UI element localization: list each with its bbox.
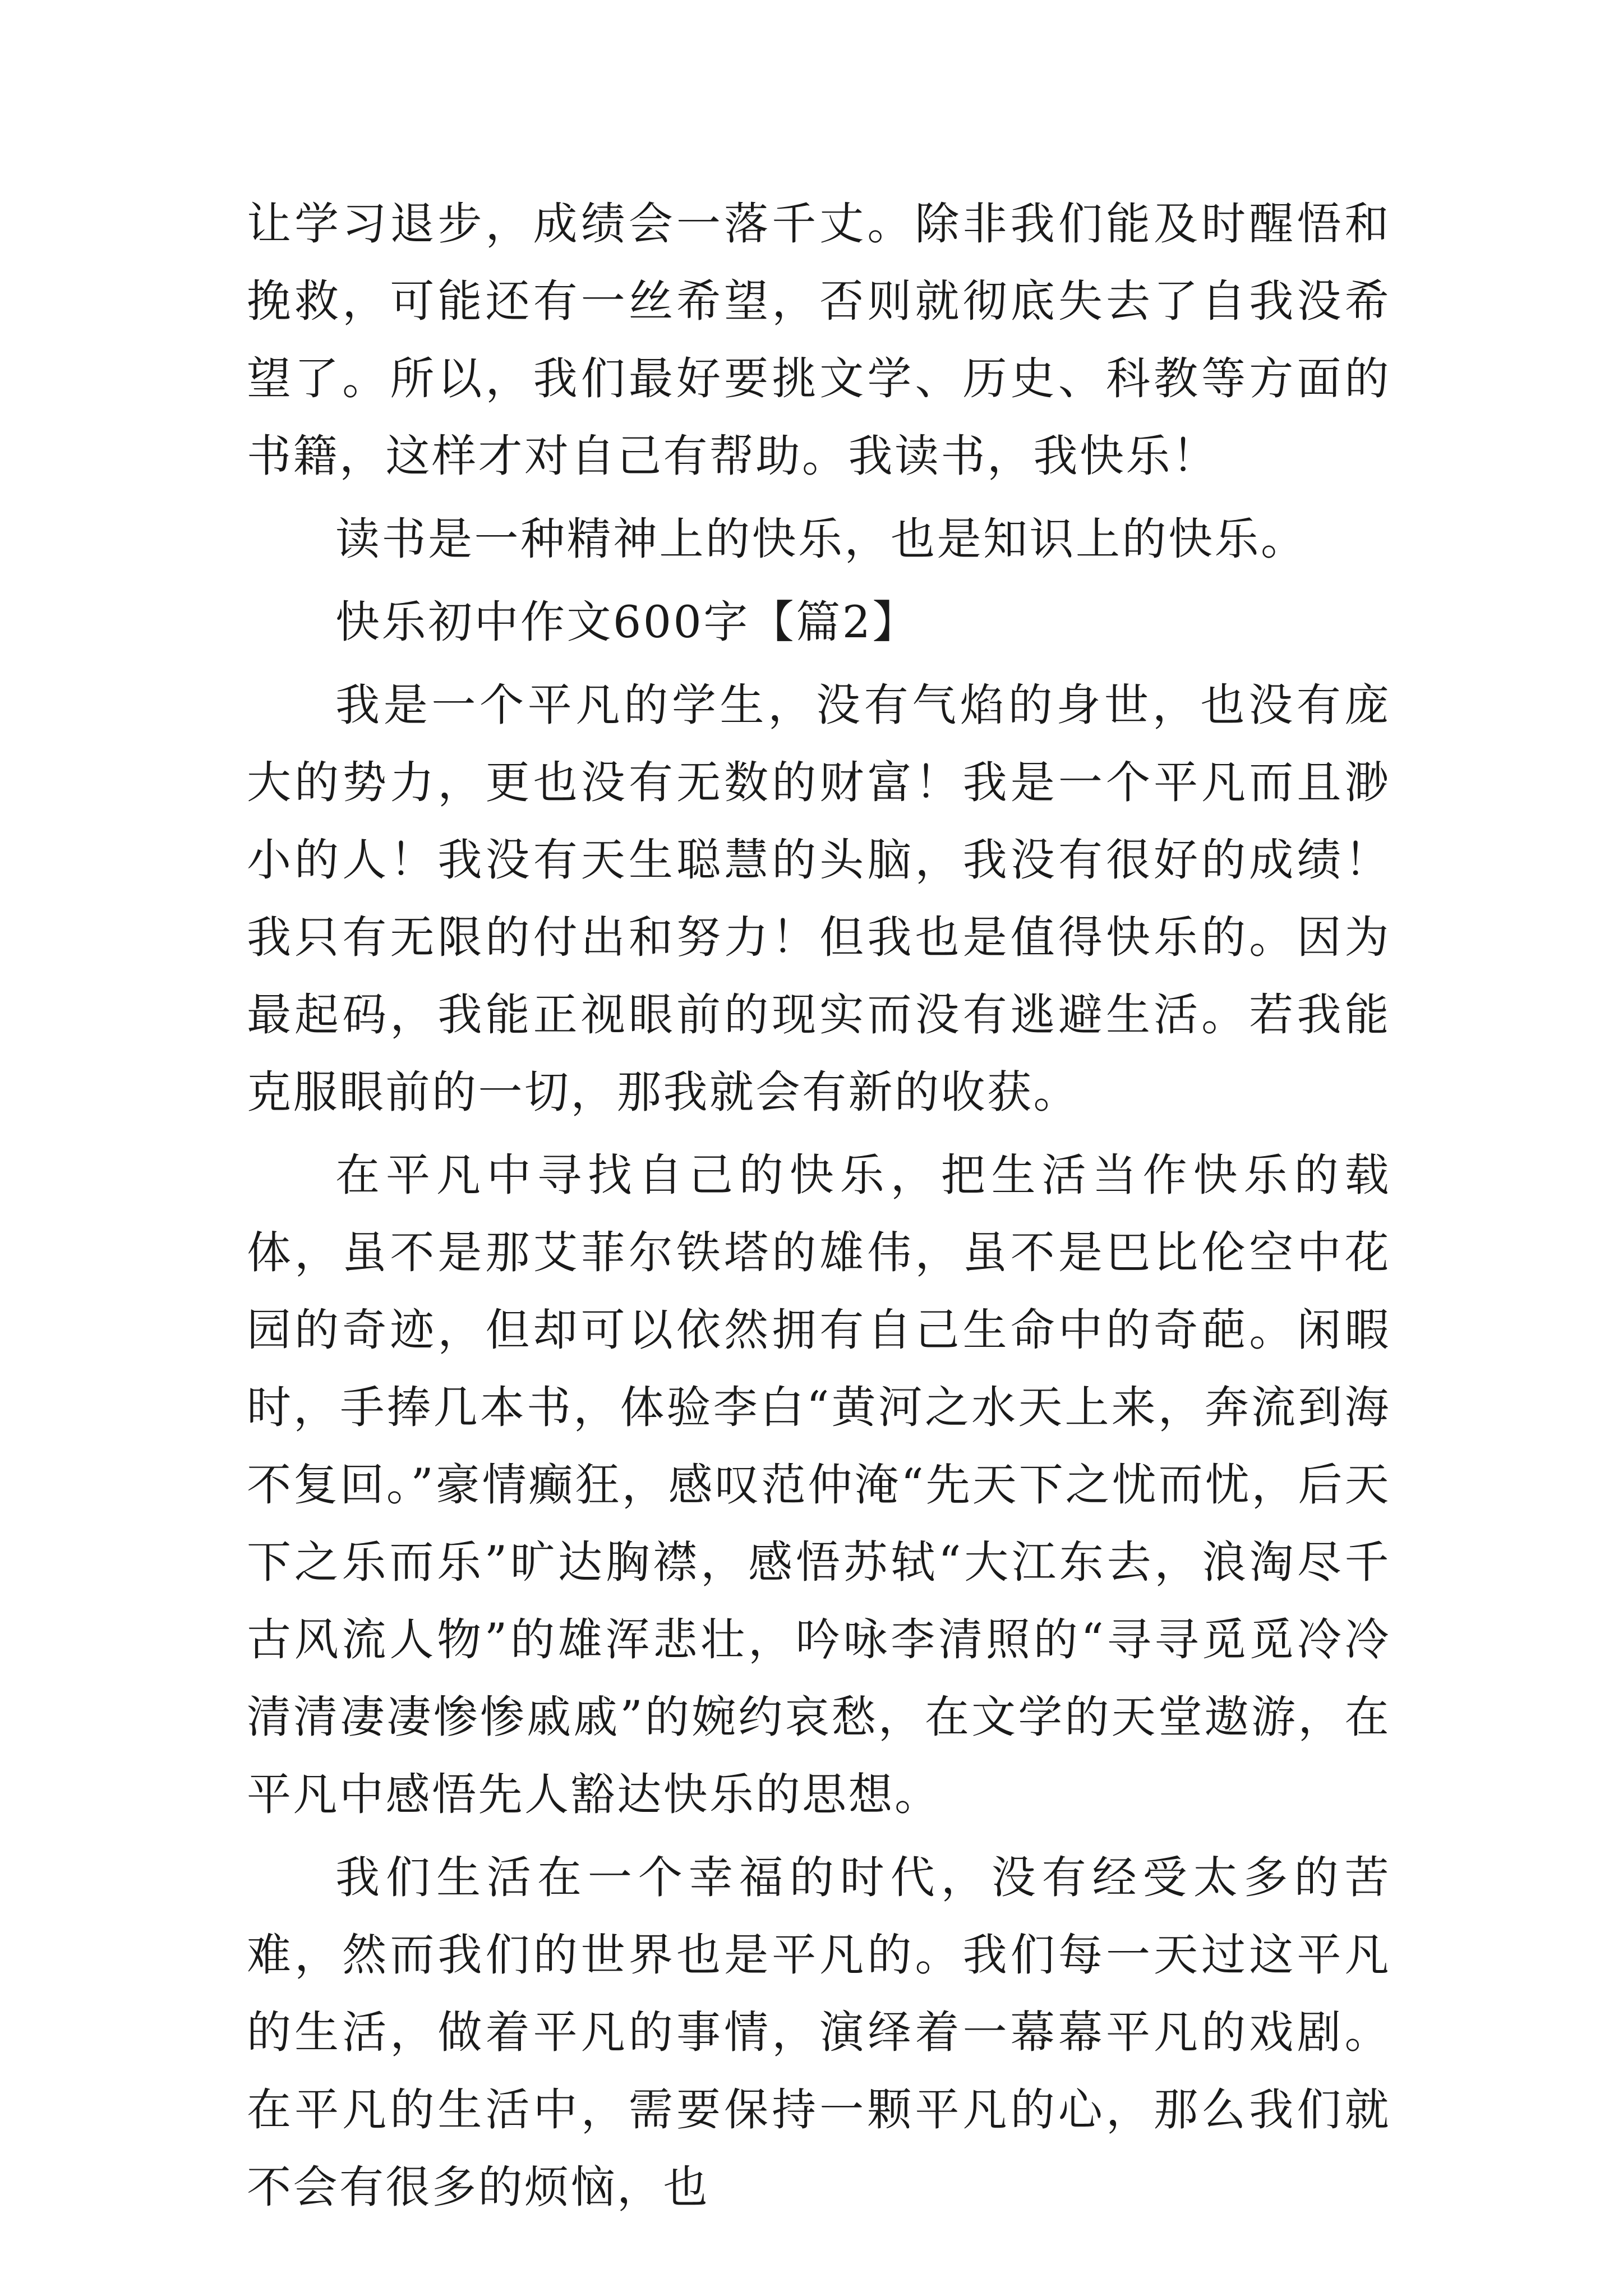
paragraph-finding-joy: 在平凡中寻找自己的快乐，把生活当作快乐的载体，虽不是那艾菲尔铁塔的雄伟，虽不是巴比伦空中花园的奇迹，但却可以依然拥有自己生命中的奇葩。闲暇时，手捧几本书，体验李白“黄河之水天上来，奔流到海不复回。”豪情癫狂，感叹范仲淹“先天下之忧而忧，后天下之乐而乐”旷达胸襟，感悟苏轼“大江东去，浪淘尽千古风流人物”的雄浑悲壮，吟咏李清照的“寻寻觅觅冷冷清清凄凄惨惨戚戚”的婉约哀愁，在文学的天堂遨游，在平凡中感悟先人豁达快乐的思想。	[247, 1149, 1391, 1820]
paragraph-reading-joy: 读书是一种精神上的快乐，也是知识上的快乐。	[335, 513, 1307, 565]
section-heading: 快乐初中作文600字【篇2】	[335, 596, 919, 648]
paragraph-continuation: 让学习退步，成绩会一落千丈。除非我们能及时醒悟和挽救，可能还有一丝希望，否则就彻底失去了自我没希望了。所以，我们最好要挑文学、历史、科教等方面的书籍，这样才对自己有帮助。我读书，我快乐！	[247, 198, 1391, 482]
paragraph-happy-era: 我们生活在一个幸福的时代，没有经受太多的苦难，然而我们的世界也是平凡的。我们每一天过这平凡的生活，做着平凡的事情，演绎着一幕幕平凡的戏剧。在平凡的生活中，需要保持一颗平凡的心，那么我们就不会有很多的烦恼，也	[247, 1852, 1391, 2213]
document-body	[247, 185, 1391, 2226]
paragraph-ordinary-student: 我是一个平凡的学生，没有气焰的身世，也没有庞大的势力，更也没有无数的财富！我是一个平凡而且渺小的人！我没有天生聪慧的头脑，我没有很好的成绩！我只有无限的付出和努力！但我也是值得快乐的。因为最起码，我能正视眼前的现实而没有逃避生活。若我能克服眼前的一切，那我就会有新的收获。	[247, 679, 1391, 1118]
